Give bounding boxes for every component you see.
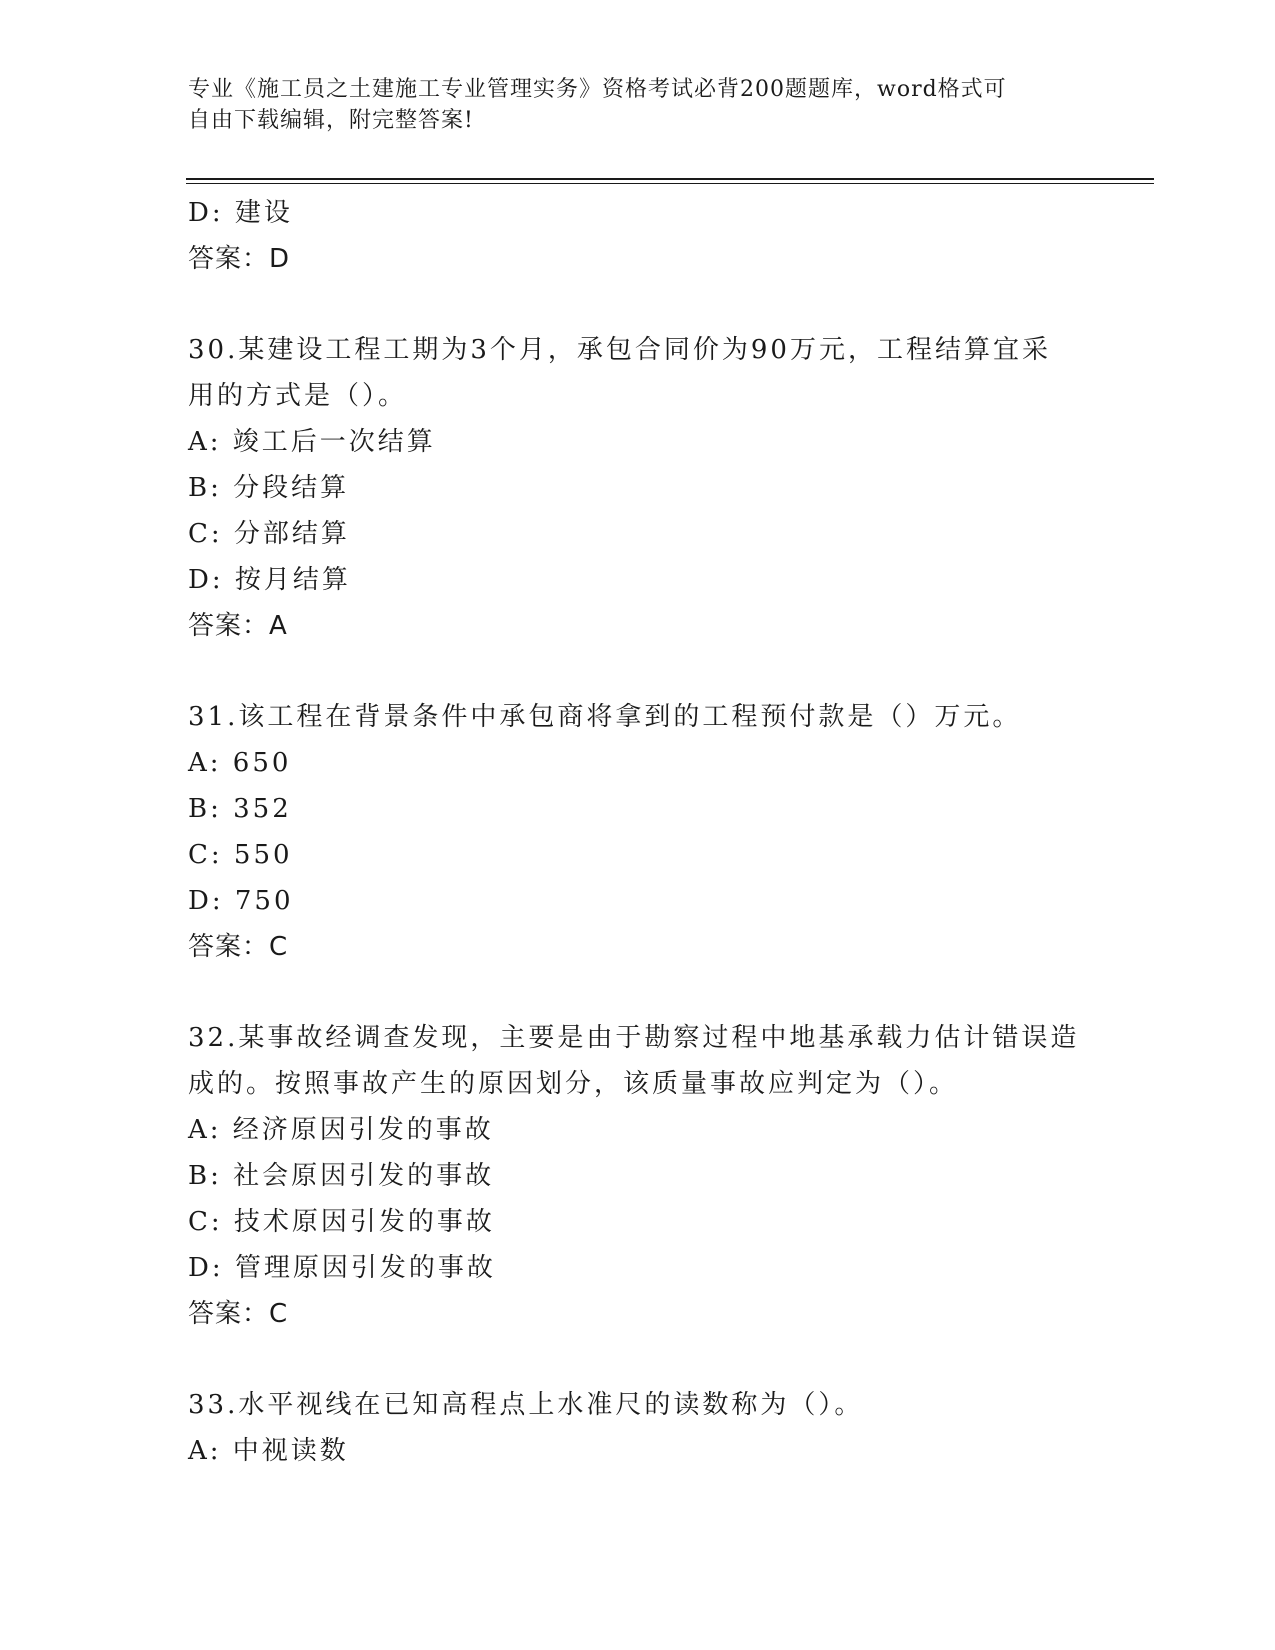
option-a: A: 中视读数 bbox=[188, 1436, 349, 1466]
question-31 bbox=[188, 694, 1088, 970]
option-d: D: 建设 bbox=[188, 198, 293, 228]
option-a: A: 经济原因引发的事故 bbox=[188, 1115, 494, 1145]
question-33 bbox=[188, 1382, 1088, 1474]
question-32 bbox=[188, 1015, 1088, 1337]
option-d: D: 管理原因引发的事故 bbox=[188, 1253, 496, 1283]
option-d: D: 750 bbox=[188, 886, 294, 916]
option-b: B: 352 bbox=[188, 794, 292, 824]
spacer bbox=[188, 970, 1088, 1015]
question-text-line-1: 30.某建设工程工期为3个月，承包合同价为90万元，工程结算宜采 bbox=[188, 335, 1051, 365]
header-title-line-1: 专业《施工员之土建施工专业管理实务》资格考试必背200题题库，word格式可 bbox=[188, 77, 1007, 102]
question-text-line-2: 成的。按照事故产生的原因划分，该质量事故应判定为（）。 bbox=[188, 1069, 959, 1099]
spacer bbox=[188, 282, 1088, 327]
header-title-line-2: 自由下载编辑，附完整答案! bbox=[188, 108, 474, 133]
answer-label: 答案：A bbox=[188, 611, 288, 641]
header-divider-thick bbox=[186, 178, 1154, 180]
option-c: C: 分部结算 bbox=[188, 519, 350, 549]
option-b: B: 分段结算 bbox=[188, 473, 350, 503]
header-divider-thin bbox=[186, 183, 1154, 184]
question-29-tail bbox=[188, 190, 1088, 282]
option-c: C: 技术原因引发的事故 bbox=[188, 1207, 495, 1237]
question-text-line-1: 31.该工程在背景条件中承包商将拿到的工程预付款是（）万元。 bbox=[188, 702, 1022, 732]
question-list bbox=[188, 190, 1088, 1474]
spacer bbox=[188, 649, 1088, 694]
option-a: A: 650 bbox=[188, 748, 292, 778]
option-c: C: 550 bbox=[188, 840, 293, 870]
question-30 bbox=[188, 327, 1088, 649]
option-b: B: 社会原因引发的事故 bbox=[188, 1161, 495, 1191]
spacer bbox=[188, 1337, 1088, 1382]
document-header bbox=[188, 74, 1088, 136]
option-d: D: 按月结算 bbox=[188, 565, 351, 595]
answer-label: 答案：D bbox=[188, 244, 291, 274]
question-text-line-1: 32.某事故经调查发现，主要是由于勘察过程中地基承载力估计错误造 bbox=[188, 1023, 1080, 1053]
answer-label: 答案：C bbox=[188, 932, 289, 962]
question-text-line-2: 用的方式是（）。 bbox=[188, 381, 408, 411]
answer-label: 答案：C bbox=[188, 1299, 289, 1329]
question-text-line-1: 33.水平视线在已知高程点上水准尺的读数称为（）。 bbox=[188, 1390, 864, 1420]
option-a: A: 竣工后一次结算 bbox=[188, 427, 436, 457]
